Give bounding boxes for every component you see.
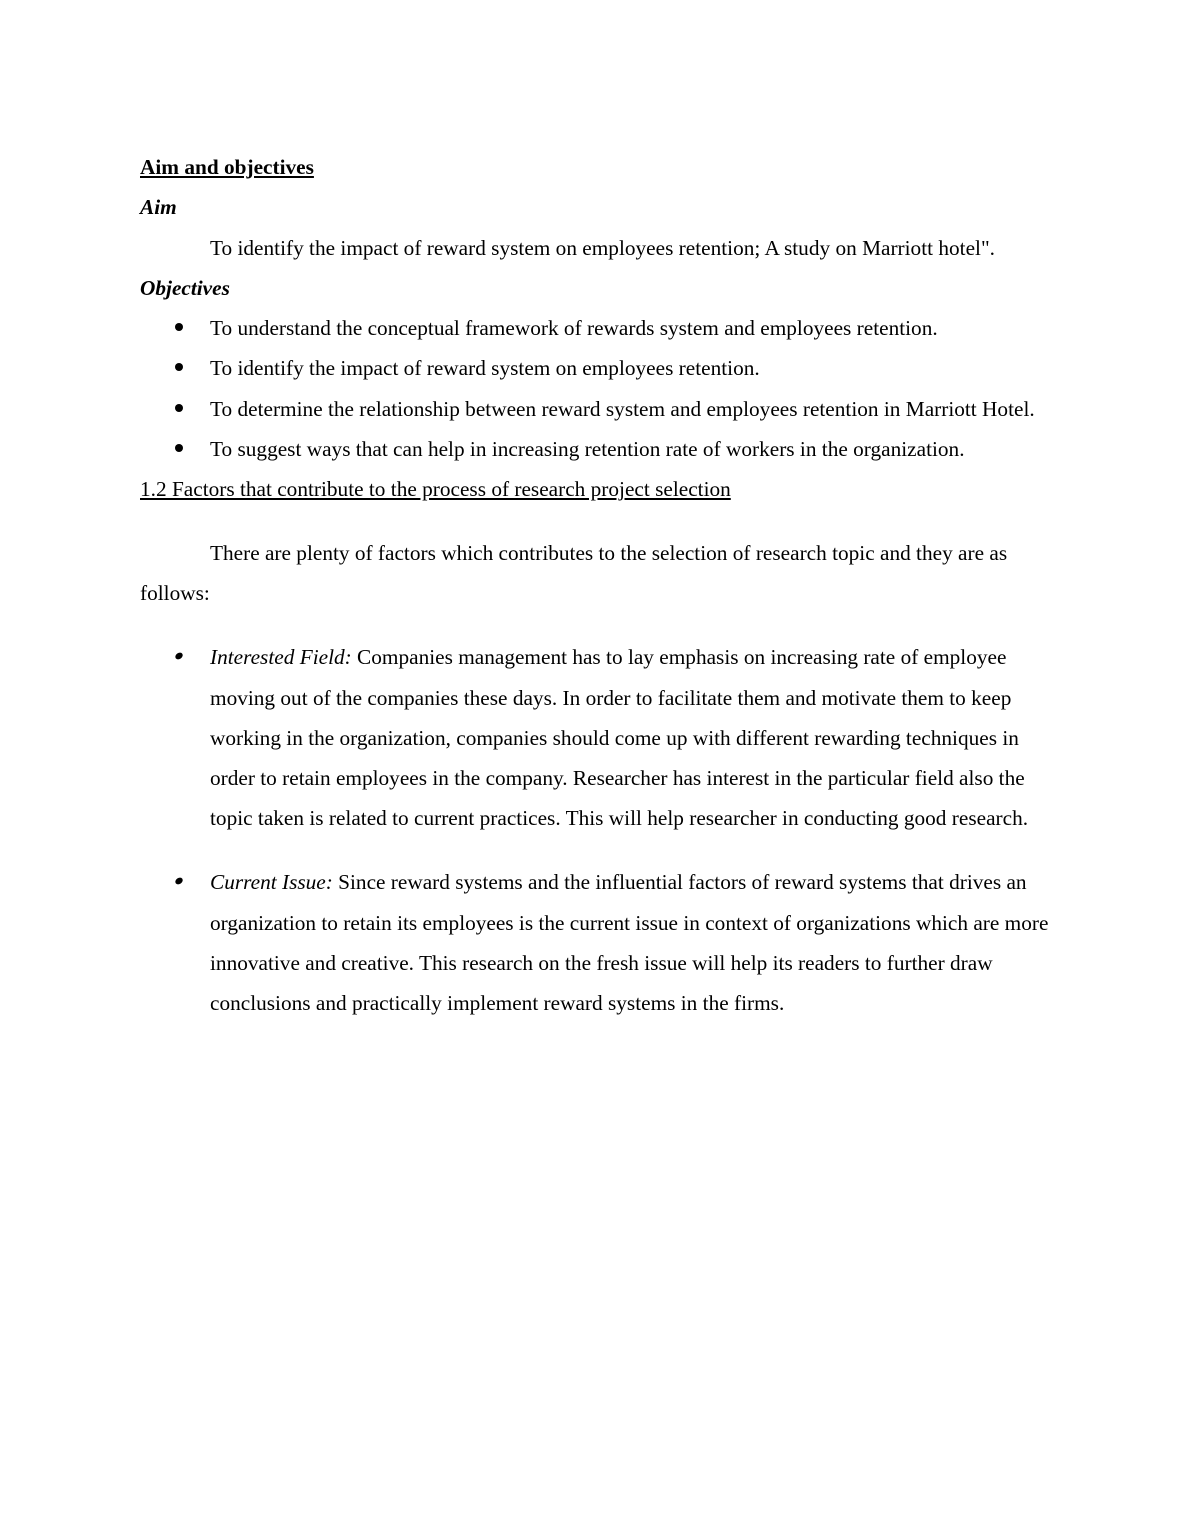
factors-list bbox=[140, 637, 1049, 838]
bullet-icon bbox=[175, 323, 183, 331]
factor-term: Current Issue: bbox=[210, 870, 333, 895]
document-page bbox=[140, 147, 1049, 1023]
objective-item bbox=[140, 429, 1049, 469]
objective-item bbox=[140, 348, 1049, 388]
factors-list bbox=[140, 862, 1049, 1023]
aim-text: To identify the impact of reward system on employees retention; A study on Marriott hotel". bbox=[210, 235, 995, 260]
factor-text: Companies management has to lay emphasis on increasing rate of employee moving out of the companies these days. In order to facilitate them and motivate them to keep working in the organization, companies should come up with different rewarding techniques in order to retain employees in the company. Researcher has interest in the particular field also the topic taken is related to current practices. This will help researcher in conducting good research. bbox=[210, 645, 1029, 831]
section-intro: There are plenty of factors which contributes to the selection of research topic and they are as follows: bbox=[140, 541, 1008, 606]
factor-text: Since reward systems and the influential factors of reward systems that drives an organization to retain its employees is the current issue in context of organizations which are more innovative and creative. This research on the fresh issue will help its readers to further draw conclusions and practically implement reward systems in the firms. bbox=[210, 870, 1049, 1016]
bullet-icon bbox=[175, 363, 183, 371]
factor-item bbox=[140, 637, 1049, 838]
objective-text: To suggest ways that can help in increasing retention rate of workers in the organization. bbox=[210, 437, 965, 462]
page-heading: Aim and objectives bbox=[140, 155, 314, 179]
bullet-icon bbox=[175, 444, 183, 452]
aim-label: Aim bbox=[140, 195, 177, 220]
objective-item bbox=[140, 308, 1049, 348]
objectives-list bbox=[140, 308, 1049, 469]
objective-text: To determine the relationship between reward system and employees retention in Marriott Hotel. bbox=[210, 396, 1035, 421]
bullet-icon bbox=[174, 652, 184, 662]
objective-text: To understand the conceptual framework of rewards system and employees retention. bbox=[210, 316, 938, 341]
objectives-label: Objectives bbox=[140, 275, 230, 300]
section-heading: 1.2 Factors that contribute to the process of research project selection bbox=[140, 477, 731, 502]
objective-item bbox=[140, 389, 1049, 429]
bullet-icon bbox=[174, 876, 184, 886]
factor-term: Interested Field: bbox=[210, 645, 352, 670]
bullet-icon bbox=[175, 404, 183, 412]
factor-item bbox=[140, 862, 1049, 1023]
objective-text: To identify the impact of reward system on employees retention. bbox=[210, 356, 760, 381]
